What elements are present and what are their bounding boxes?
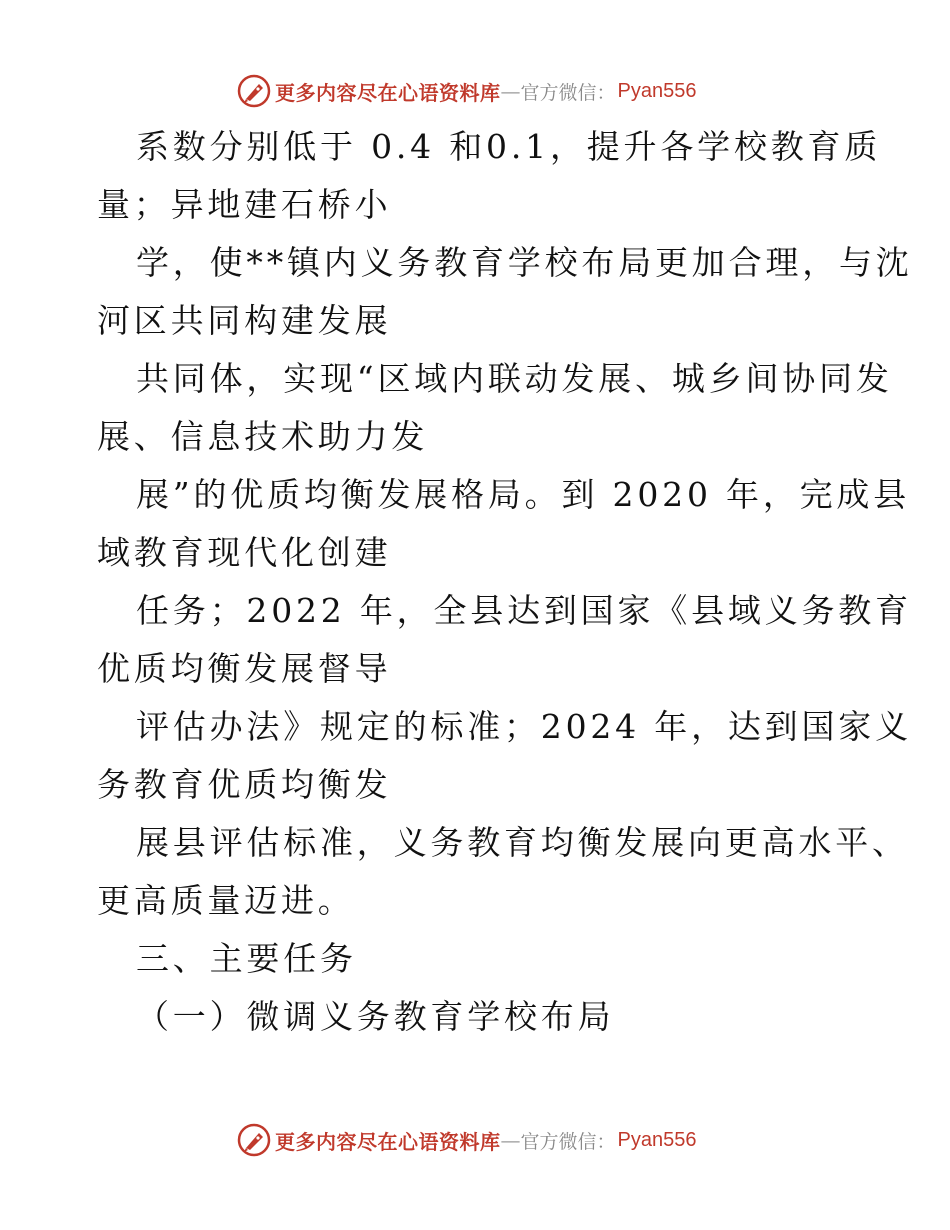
pen-nib-icon — [237, 1123, 271, 1157]
watermark-account: Pyan556 — [617, 1128, 697, 1151]
text-line: 展、信息技术助力发 — [97, 417, 429, 456]
text-line: 域教育现代化创建 — [97, 533, 392, 572]
text-line: 评估办法》规定的标准；2024 年，达到国家义 — [136, 707, 912, 746]
watermark-suffix: 官方微信： — [520, 1130, 616, 1153]
text-line: 系数分别低于 0.4 和0.1，提升各学校教育质 — [136, 127, 882, 166]
text-line: 更高质量迈进。 — [97, 881, 355, 920]
watermark-header — [237, 73, 696, 109]
section-heading: 三、主要任务 — [136, 939, 357, 978]
text-line: 学，使**镇内义务教育学校布局更加合理，与沈 — [136, 243, 913, 282]
watermark-suffix: 官方微信： — [520, 81, 616, 104]
subsection-heading: （一）微调义务教育学校布局 — [136, 997, 615, 1036]
pen-nib-icon — [237, 74, 271, 108]
text-line: 河区共同构建发展 — [97, 301, 392, 340]
text-line: 量；异地建石桥小 — [97, 185, 392, 224]
text-line: 展”的优质均衡发展格局。到 2020 年，完成县 — [136, 475, 911, 514]
watermark-main-text: 更多内容尽在心语资料库 — [275, 80, 501, 105]
document-body — [97, 118, 913, 1046]
watermark-separator: — — [500, 79, 521, 103]
text-line: 展县评估标准，义务教育均衡发展向更高水平、 — [136, 823, 909, 862]
watermark-separator: — — [500, 1128, 521, 1152]
text-line: 共同体，实现“区域内联动发展、城乡间协同发 — [136, 359, 893, 398]
watermark-footer — [237, 1122, 696, 1158]
text-line: 务教育优质均衡发 — [97, 765, 392, 804]
watermark-account: Pyan556 — [617, 79, 697, 102]
text-line: 优质均衡发展督导 — [97, 649, 392, 688]
text-line: 任务；2022 年，全县达到国家《县域义务教育 — [136, 591, 912, 630]
watermark-main-text: 更多内容尽在心语资料库 — [275, 1129, 501, 1154]
